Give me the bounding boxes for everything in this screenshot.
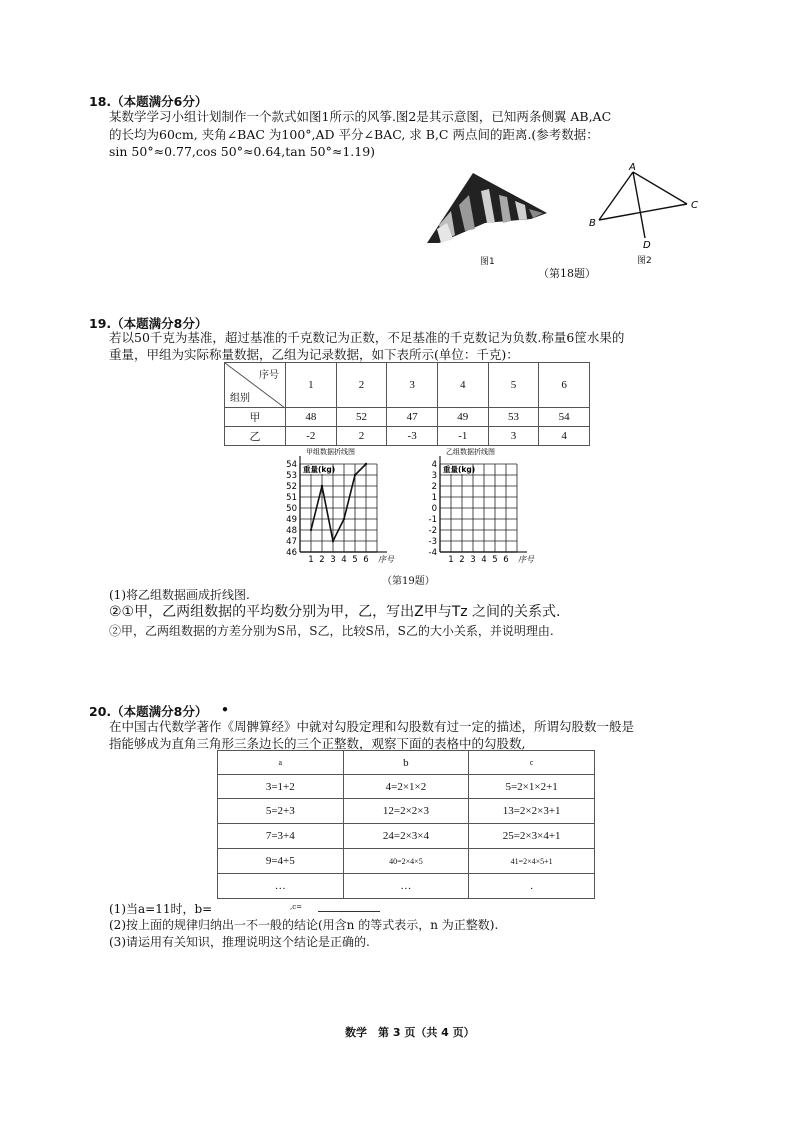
y-tick-label: 53 xyxy=(286,471,297,481)
q19-caption: （第19题） xyxy=(382,576,435,587)
table-cell: 49 xyxy=(437,408,488,427)
data-point xyxy=(332,540,334,542)
y-tick-label: 2 xyxy=(431,482,437,492)
table-cell: 25=2×3×4+1 xyxy=(469,824,595,849)
table-row xyxy=(225,408,590,427)
data-point xyxy=(354,474,356,476)
table-cell: 41=2×4×5+1 xyxy=(469,849,595,874)
q20-sub1: (1)当a=11时，b= xyxy=(109,902,213,916)
table-col-header: 4 xyxy=(437,363,488,408)
q20-sub2: (2)按上面的规律归纳出一不一般的结论(用含n 的等式表示，n 为正整数). xyxy=(109,918,499,932)
table-cell: -3 xyxy=(387,427,438,446)
page-footer: 数学 第 3 页（共 4 页） xyxy=(345,1026,475,1039)
y-tick-label: 54 xyxy=(286,460,297,470)
y-tick-label: 52 xyxy=(286,482,297,492)
chart-title: 乙组数据折线图 xyxy=(446,448,495,456)
y-tick-label: -3 xyxy=(428,537,437,547)
table-cell: 47 xyxy=(387,408,438,427)
point-b-label: B xyxy=(589,218,596,229)
point-a-label: A xyxy=(629,162,636,173)
x-tick-label: 1 xyxy=(448,555,454,565)
table-cell: 9=4+5 xyxy=(218,849,344,874)
table-row xyxy=(225,427,590,446)
y-tick-label: 47 xyxy=(286,537,297,547)
corner-top-label: 序号 xyxy=(259,370,279,381)
q18-caption: （第18题） xyxy=(538,267,596,280)
chart-title: 甲组数据折线图 xyxy=(306,448,355,456)
table-row xyxy=(218,824,595,849)
y-tick-label: 49 xyxy=(286,515,297,525)
table-cell: … xyxy=(218,874,344,899)
x-tick-label: 4 xyxy=(481,555,487,565)
data-point xyxy=(365,463,367,465)
q20-text-line1: 在中国古代数学著作《周髀算经》中就对勾股定理和勾股数有过一定的描述，所谓勾股数一般是 xyxy=(109,719,635,734)
x-tick-label: 2 xyxy=(319,555,325,565)
q20-text-line2: 指能够成为直角三角形三条边长的三个正整数，观察下面的表格中的勾股数, xyxy=(109,736,526,751)
table-cell: … xyxy=(343,874,469,899)
q19-sub2: ②①甲，乙两组数据的平均数分别为甲，乙，写出Z甲与Tz 之间的关系式. xyxy=(109,604,561,620)
col-head-b: b xyxy=(343,751,469,775)
q19-header: 19.（本题满分8分） xyxy=(89,316,208,331)
x-tick-label: 5 xyxy=(492,555,498,565)
x-tick-label: 3 xyxy=(470,555,476,565)
x-tick-label: 4 xyxy=(341,555,347,565)
table-cell: -1 xyxy=(437,427,488,446)
col-head-a: a xyxy=(218,751,344,775)
table-cell: 4 xyxy=(539,427,590,446)
table-cell: 7=3+4 xyxy=(218,824,344,849)
q18-header: 18.（本题满分6分） xyxy=(89,94,208,109)
x-tick-label: 5 xyxy=(352,555,358,565)
point-c-label: C xyxy=(691,200,698,211)
q20-bullet: • xyxy=(221,702,229,717)
kite-photo-figure xyxy=(425,165,555,250)
table-col-header: 2 xyxy=(336,363,387,408)
table-cell: 12=2×2×3 xyxy=(343,799,469,824)
q19-text-line1: 若以50千克为基准，超过基准的千克数记为正数，不足基准的千克数记为负数.称量6筐水果的 xyxy=(109,330,625,345)
table-col-header: 6 xyxy=(539,363,590,408)
table-cell: -2 xyxy=(286,427,337,446)
x-axis-label: 序号 xyxy=(378,555,394,564)
row-label: 甲 xyxy=(225,408,286,427)
table-col-header: 1 xyxy=(286,363,337,408)
table-row xyxy=(218,874,595,899)
table-cell: 52 xyxy=(336,408,387,427)
fig1-label: 图1 xyxy=(480,257,495,267)
y-tick-label: -2 xyxy=(428,526,437,536)
table-cell: 4=2×1×2 xyxy=(343,775,469,799)
table-cell: 40=2×4×5 xyxy=(343,849,469,874)
x-tick-label: 2 xyxy=(459,555,465,565)
y-tick-label: 1 xyxy=(431,493,437,503)
q20-header: 20.（本题满分8分） xyxy=(89,704,208,719)
q20-sub1-c: ,c= xyxy=(290,903,303,911)
pythagorean-table xyxy=(217,750,595,899)
x-tick-label: 3 xyxy=(330,555,336,565)
q18-text-line2: 的长均为60cm, 夹角∠BAC 为100°,AD 平分∠BAC, 求 B,C 两点间的距离.(参考数据： xyxy=(109,127,599,142)
chart-yi-grid xyxy=(412,446,532,570)
triangle-abc-diagram xyxy=(585,160,705,255)
y-tick-label: 48 xyxy=(286,526,297,536)
data-point xyxy=(321,485,323,487)
table-cell: 53 xyxy=(488,408,539,427)
y-tick-label: 0 xyxy=(431,504,437,514)
x-tick-label: 1 xyxy=(308,555,314,565)
table-cell: 54 xyxy=(539,408,590,427)
y-axis-label: 重量(kg) xyxy=(303,465,336,474)
y-tick-label: -4 xyxy=(428,548,437,558)
q18-text-line3: sin 50°≈0.77,cos 50°≈0.64,tan 50°≈1.19) xyxy=(109,144,376,159)
table-col-header: 3 xyxy=(387,363,438,408)
table-cell: 2 xyxy=(336,427,387,446)
q19-sub1: (1)将乙组数据画成折线图. xyxy=(109,588,250,602)
y-tick-label: 50 xyxy=(286,504,297,514)
q20-sub3: (3)请运用有关知识，推理说明这个结论是正确的. xyxy=(109,935,370,949)
data-point xyxy=(310,529,312,531)
chart-jia-line xyxy=(272,446,392,570)
y-tick-label: -1 xyxy=(428,515,437,525)
x-axis-label: 序号 xyxy=(518,555,534,564)
y-tick-label: 51 xyxy=(286,493,297,503)
point-d-label: D xyxy=(643,240,651,251)
table-row xyxy=(218,849,595,874)
q19-data-table xyxy=(224,362,590,446)
table-cell: 5=2+3 xyxy=(218,799,344,824)
table-row xyxy=(218,799,595,824)
q18-text-line1: 某数学学习小组计划制作一个款式如图1所示的风筝.图2是其示意图，已知两条侧翼 AB,AC xyxy=(109,109,612,124)
table-col-header: 5 xyxy=(488,363,539,408)
y-axis-label: 重量(kg) xyxy=(443,465,476,474)
x-tick-label: 6 xyxy=(363,555,369,565)
answer-blank-line xyxy=(318,911,380,912)
series-line xyxy=(311,464,366,541)
q19-sub3: ②甲，乙两组数据的方差分别为S吊，S乙，比较S吊，S乙的大小关系，并说明理由. xyxy=(109,624,554,638)
table-cell: . xyxy=(469,874,595,899)
table-corner-cell xyxy=(225,363,286,408)
table-cell: 3 xyxy=(488,427,539,446)
col-head-c: c xyxy=(469,751,595,775)
corner-bottom-label: 组别 xyxy=(230,393,250,404)
y-tick-label: 4 xyxy=(431,460,437,470)
data-point xyxy=(343,518,345,520)
y-tick-label: 46 xyxy=(286,548,297,558)
row-label: 乙 xyxy=(225,427,286,446)
y-tick-label: 3 xyxy=(431,471,437,481)
table-cell: 3=1+2 xyxy=(218,775,344,799)
table-cell: 24=2×3×4 xyxy=(343,824,469,849)
fig2-label: 图2 xyxy=(637,256,652,266)
table-cell: 13=2×2×3+1 xyxy=(469,799,595,824)
q19-text-line2: 重量，甲组为实际称量数据，乙组为记录数据，如下表所示(单位：千克)： xyxy=(109,347,519,362)
table-row xyxy=(218,775,595,799)
table-cell: 5=2×1×2+1 xyxy=(469,775,595,799)
x-tick-label: 6 xyxy=(503,555,509,565)
table-cell: 48 xyxy=(286,408,337,427)
